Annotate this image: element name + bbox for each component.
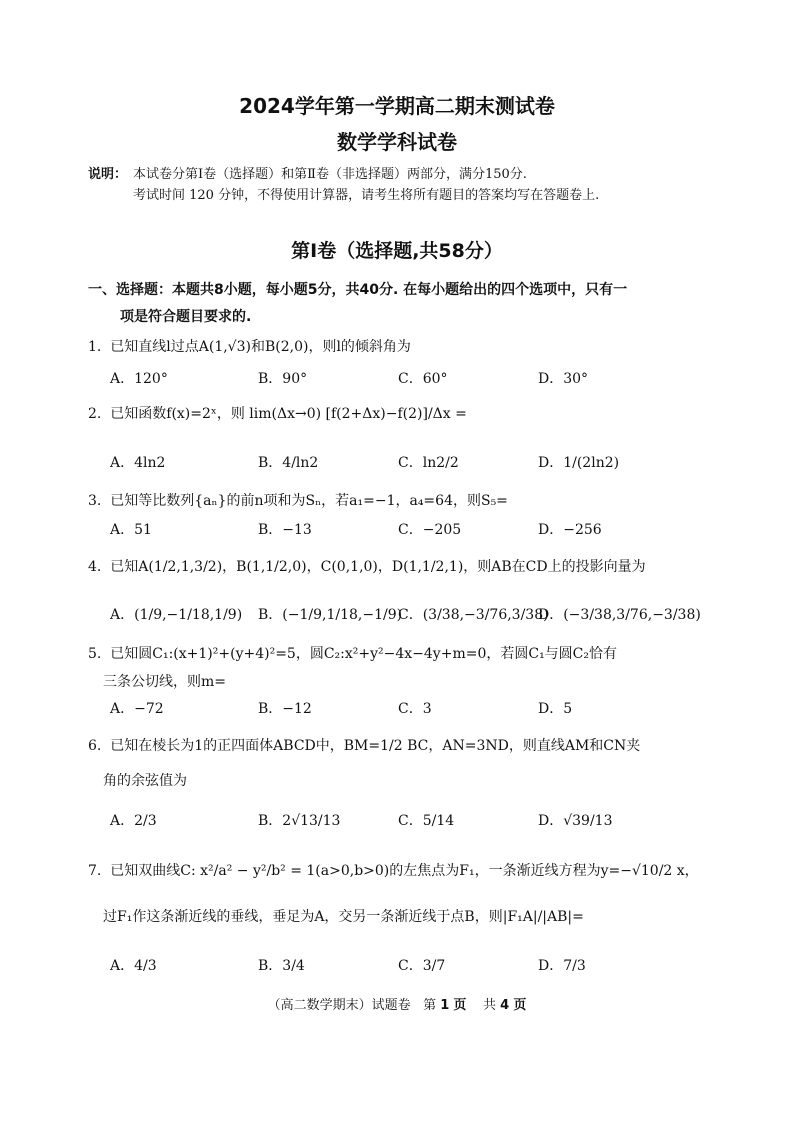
question-number: 3. bbox=[88, 493, 102, 509]
question-6 bbox=[88, 735, 640, 755]
question-7 bbox=[88, 860, 699, 880]
option-c[interactable]: C．60° bbox=[398, 371, 448, 387]
option-c[interactable]: C．3/7 bbox=[398, 958, 446, 974]
option-d[interactable]: D．7/3 bbox=[538, 958, 586, 974]
footer-total-unit: 页 bbox=[513, 998, 527, 1013]
question-number: 1. bbox=[88, 339, 102, 355]
option-b[interactable]: B．−13 bbox=[258, 522, 312, 538]
question-text: 已知圆C₁:(x+1)²+(y+4)²=5，圆C₂:x²+y²−4x−4y+m=0，若圆C₁与圆C₂恰有 bbox=[110, 646, 617, 662]
footer-total-number: 4 bbox=[500, 998, 510, 1013]
option-c[interactable]: C．ln2/2 bbox=[398, 455, 459, 471]
footer-page-unit: 页 bbox=[453, 998, 467, 1013]
option-c[interactable]: C．−205 bbox=[398, 522, 462, 538]
note-line-2: 考试时间 120 分钟，不得使用计算器，请考生将所有题目的答案均写在答题卷上. bbox=[133, 188, 600, 203]
section-heading-line2: 项是符合题目要求的. bbox=[120, 309, 252, 325]
question-text: 已知双曲线C: x²/a² − y²/b² = 1(a>0,b>0)的左焦点为F₁，一条渐近线方程为y=−√10/2 x， bbox=[110, 863, 699, 879]
question-text: 已知A(1/2,1,3/2)，B(1,1/2,0)，C(0,1,0)，D(1,1/2,1)，则AB在CD上的投影向量为 bbox=[110, 559, 646, 575]
question-text: 已知等比数列{aₙ}的前n项和为Sₙ，若a₁=−1，a₄=64，则S₅= bbox=[110, 493, 508, 509]
footer-page-prefix: 第 bbox=[423, 998, 437, 1013]
option-c[interactable]: C．3 bbox=[398, 701, 432, 717]
question-6-continued: 角的余弦值为 bbox=[103, 773, 187, 789]
exam-title: 2024学年第一学期高二期末测试卷 bbox=[239, 94, 555, 118]
option-a[interactable]: A．120° bbox=[110, 371, 168, 387]
footer-total-prefix: 共 bbox=[482, 998, 496, 1013]
note-label: 说明： bbox=[88, 167, 128, 182]
option-a[interactable]: A．51 bbox=[110, 522, 152, 538]
footer-label: （高二数学期末）试题卷 bbox=[267, 998, 411, 1013]
option-c[interactable]: C．5/14 bbox=[398, 813, 455, 829]
question-5 bbox=[88, 643, 617, 663]
note-line-1: 本试卷分第Ⅰ卷（选择题）和第Ⅱ卷（非选择题）两部分，满分150分. bbox=[133, 167, 527, 182]
option-d[interactable]: D．√39/13 bbox=[538, 813, 613, 829]
option-b[interactable]: B．(−1/9,1/18,−1/9) bbox=[258, 607, 403, 623]
question-number: 7. bbox=[88, 863, 102, 879]
question-number: 5. bbox=[88, 646, 102, 662]
option-a[interactable]: A．−72 bbox=[110, 701, 164, 717]
option-b[interactable]: B．3/4 bbox=[258, 958, 305, 974]
option-d[interactable]: D．30° bbox=[538, 371, 589, 387]
option-b[interactable]: B．−12 bbox=[258, 701, 312, 717]
option-d[interactable]: D．−256 bbox=[538, 522, 602, 538]
question-text: 已知函数f(x)=2ˣ，则 lim(Δx→0) [f(2+Δx)−f(2)]/Δx = bbox=[110, 406, 467, 422]
option-d[interactable]: D．5 bbox=[538, 701, 573, 717]
option-b[interactable]: B．4/ln2 bbox=[258, 455, 319, 471]
option-a[interactable]: A．4/3 bbox=[110, 958, 157, 974]
question-7-continued: 过F₁作这条渐近线的垂线，垂足为A，交另一条渐近线于点B，则|F₁A|/|AB|= bbox=[103, 909, 584, 925]
question-number: 2. bbox=[88, 406, 102, 422]
option-a[interactable]: A．2/3 bbox=[110, 813, 157, 829]
question-1 bbox=[88, 336, 411, 356]
question-3 bbox=[88, 490, 508, 510]
question-text: 已知直线l过点A(1,√3)和B(2,0)，则l的倾斜角为 bbox=[110, 339, 411, 355]
question-4 bbox=[88, 556, 646, 576]
question-5-continued: 三条公切线，则m= bbox=[103, 674, 227, 690]
page-footer bbox=[0, 994, 794, 1013]
question-number: 6. bbox=[88, 738, 102, 754]
option-a[interactable]: A．(1/9,−1/18,1/9) bbox=[110, 607, 243, 623]
part-title: 第Ⅰ卷（选择题,共58分） bbox=[291, 240, 503, 262]
option-c[interactable]: C．(3/38,−3/76,3/38) bbox=[398, 607, 549, 623]
question-text: 已知在棱长为1的正四面体ABCD中，BM=1/2 BC，AN=3ND，则直线AM和CN夹 bbox=[110, 738, 641, 754]
option-b[interactable]: B．90° bbox=[258, 371, 308, 387]
option-d[interactable]: D．1/(2ln2) bbox=[538, 455, 620, 471]
option-b[interactable]: B．2√13/13 bbox=[258, 813, 341, 829]
question-number: 4. bbox=[88, 559, 102, 575]
section-heading-line1: 一、选择题：本题共8小题，每小题5分，共40分. 在每小题给出的四个选项中，只有一 bbox=[88, 282, 628, 298]
option-a[interactable]: A．4ln2 bbox=[110, 455, 166, 471]
question-2 bbox=[88, 403, 467, 423]
option-d[interactable]: D．(−3/38,3/76,−3/38) bbox=[538, 607, 701, 623]
footer-page-number: 1 bbox=[440, 998, 450, 1013]
exam-subtitle: 数学学科试卷 bbox=[337, 130, 457, 154]
